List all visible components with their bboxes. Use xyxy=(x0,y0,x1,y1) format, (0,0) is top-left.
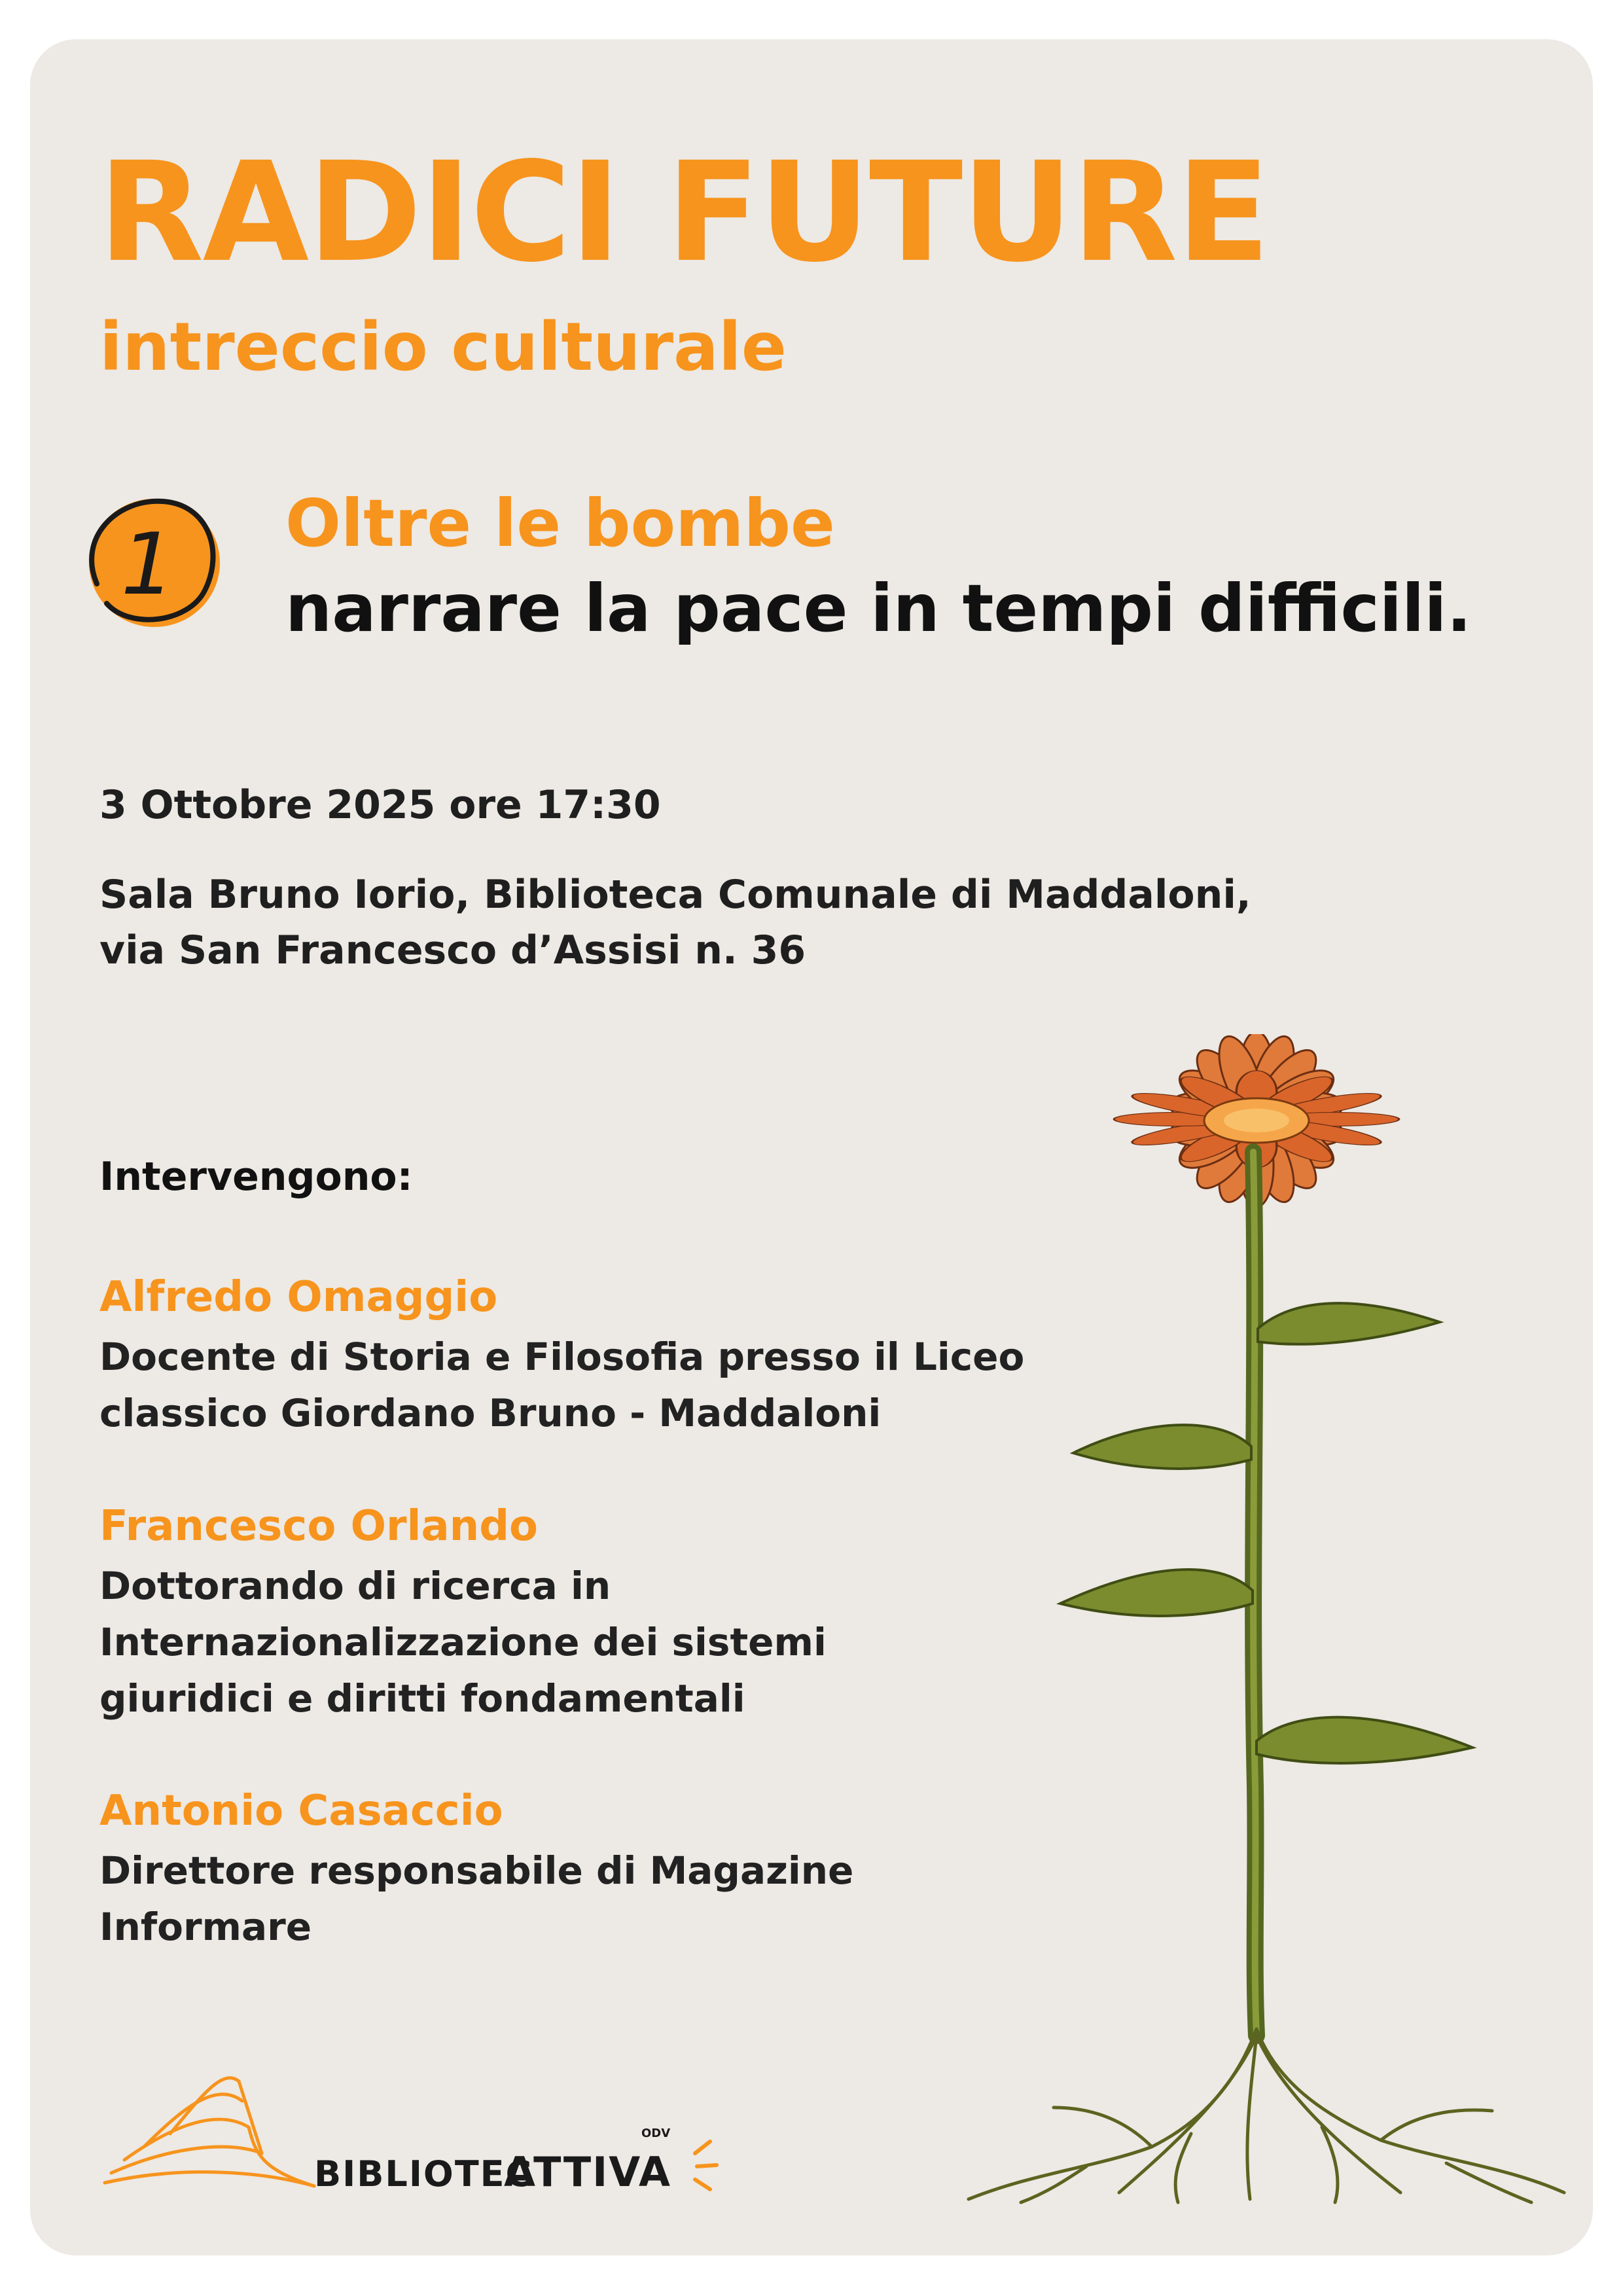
speaker-role-line: giuridici e diritti fondamentali xyxy=(99,1676,745,1721)
sun-rays-icon xyxy=(695,2142,717,2189)
number-circle-icon xyxy=(71,486,228,636)
speaker-role-line: Internazionalizzazione dei sistemi xyxy=(99,1620,827,1664)
number-text: 1 xyxy=(120,514,175,614)
section-subheading: narrare la pace in tempi difficili. xyxy=(285,570,1472,647)
speaker-name: Antonio Casaccio xyxy=(99,1787,503,1835)
bibliotecattiva-logo xyxy=(98,2055,726,2199)
speaker-role-line: Dottorando di ricerca in xyxy=(99,1564,611,1608)
poster-subtitle: intreccio culturale xyxy=(99,308,787,386)
speaker-role xyxy=(99,1558,827,1727)
event-venue xyxy=(99,867,1251,978)
logo-text-part2: ATTIVA xyxy=(504,2148,672,2196)
logo-text-part1: BIBLIOTEC xyxy=(314,2153,533,2195)
speaker-name: Francesco Orlando xyxy=(99,1502,538,1551)
venue-line: Sala Bruno Iorio, Biblioteca Comunale di Maddaloni, xyxy=(99,872,1251,918)
speaker-role-line: Docente di Storia e Filosofia presso il Liceo xyxy=(99,1335,1025,1379)
speaker-name: Alfredo Omaggio xyxy=(99,1273,498,1321)
venue-line: via San Francesco d’Assisi n. 36 xyxy=(99,927,806,973)
speaker-role xyxy=(99,1842,853,1955)
speaker-role xyxy=(99,1329,1024,1441)
number-badge xyxy=(71,486,228,636)
event-date: 3 Ottobre 2025 ore 17:30 xyxy=(99,782,661,828)
speakers-heading: Intervengono: xyxy=(99,1154,413,1200)
speaker-role-line: Direttore responsabile di Magazine xyxy=(99,1848,854,1893)
flower-illustration xyxy=(955,1034,1577,2206)
section-heading: Oltre le bombe xyxy=(285,485,835,562)
speaker-role-line: Informare xyxy=(99,1905,312,1949)
poster-title: RADICI FUTURE xyxy=(98,132,1269,293)
speaker-role-line: classico Giordano Bruno - Maddaloni xyxy=(99,1391,882,1435)
logo-suffix: ODV xyxy=(641,2126,671,2140)
flower-with-roots-icon xyxy=(955,1034,1577,2206)
open-book-logo-icon xyxy=(98,2055,726,2199)
